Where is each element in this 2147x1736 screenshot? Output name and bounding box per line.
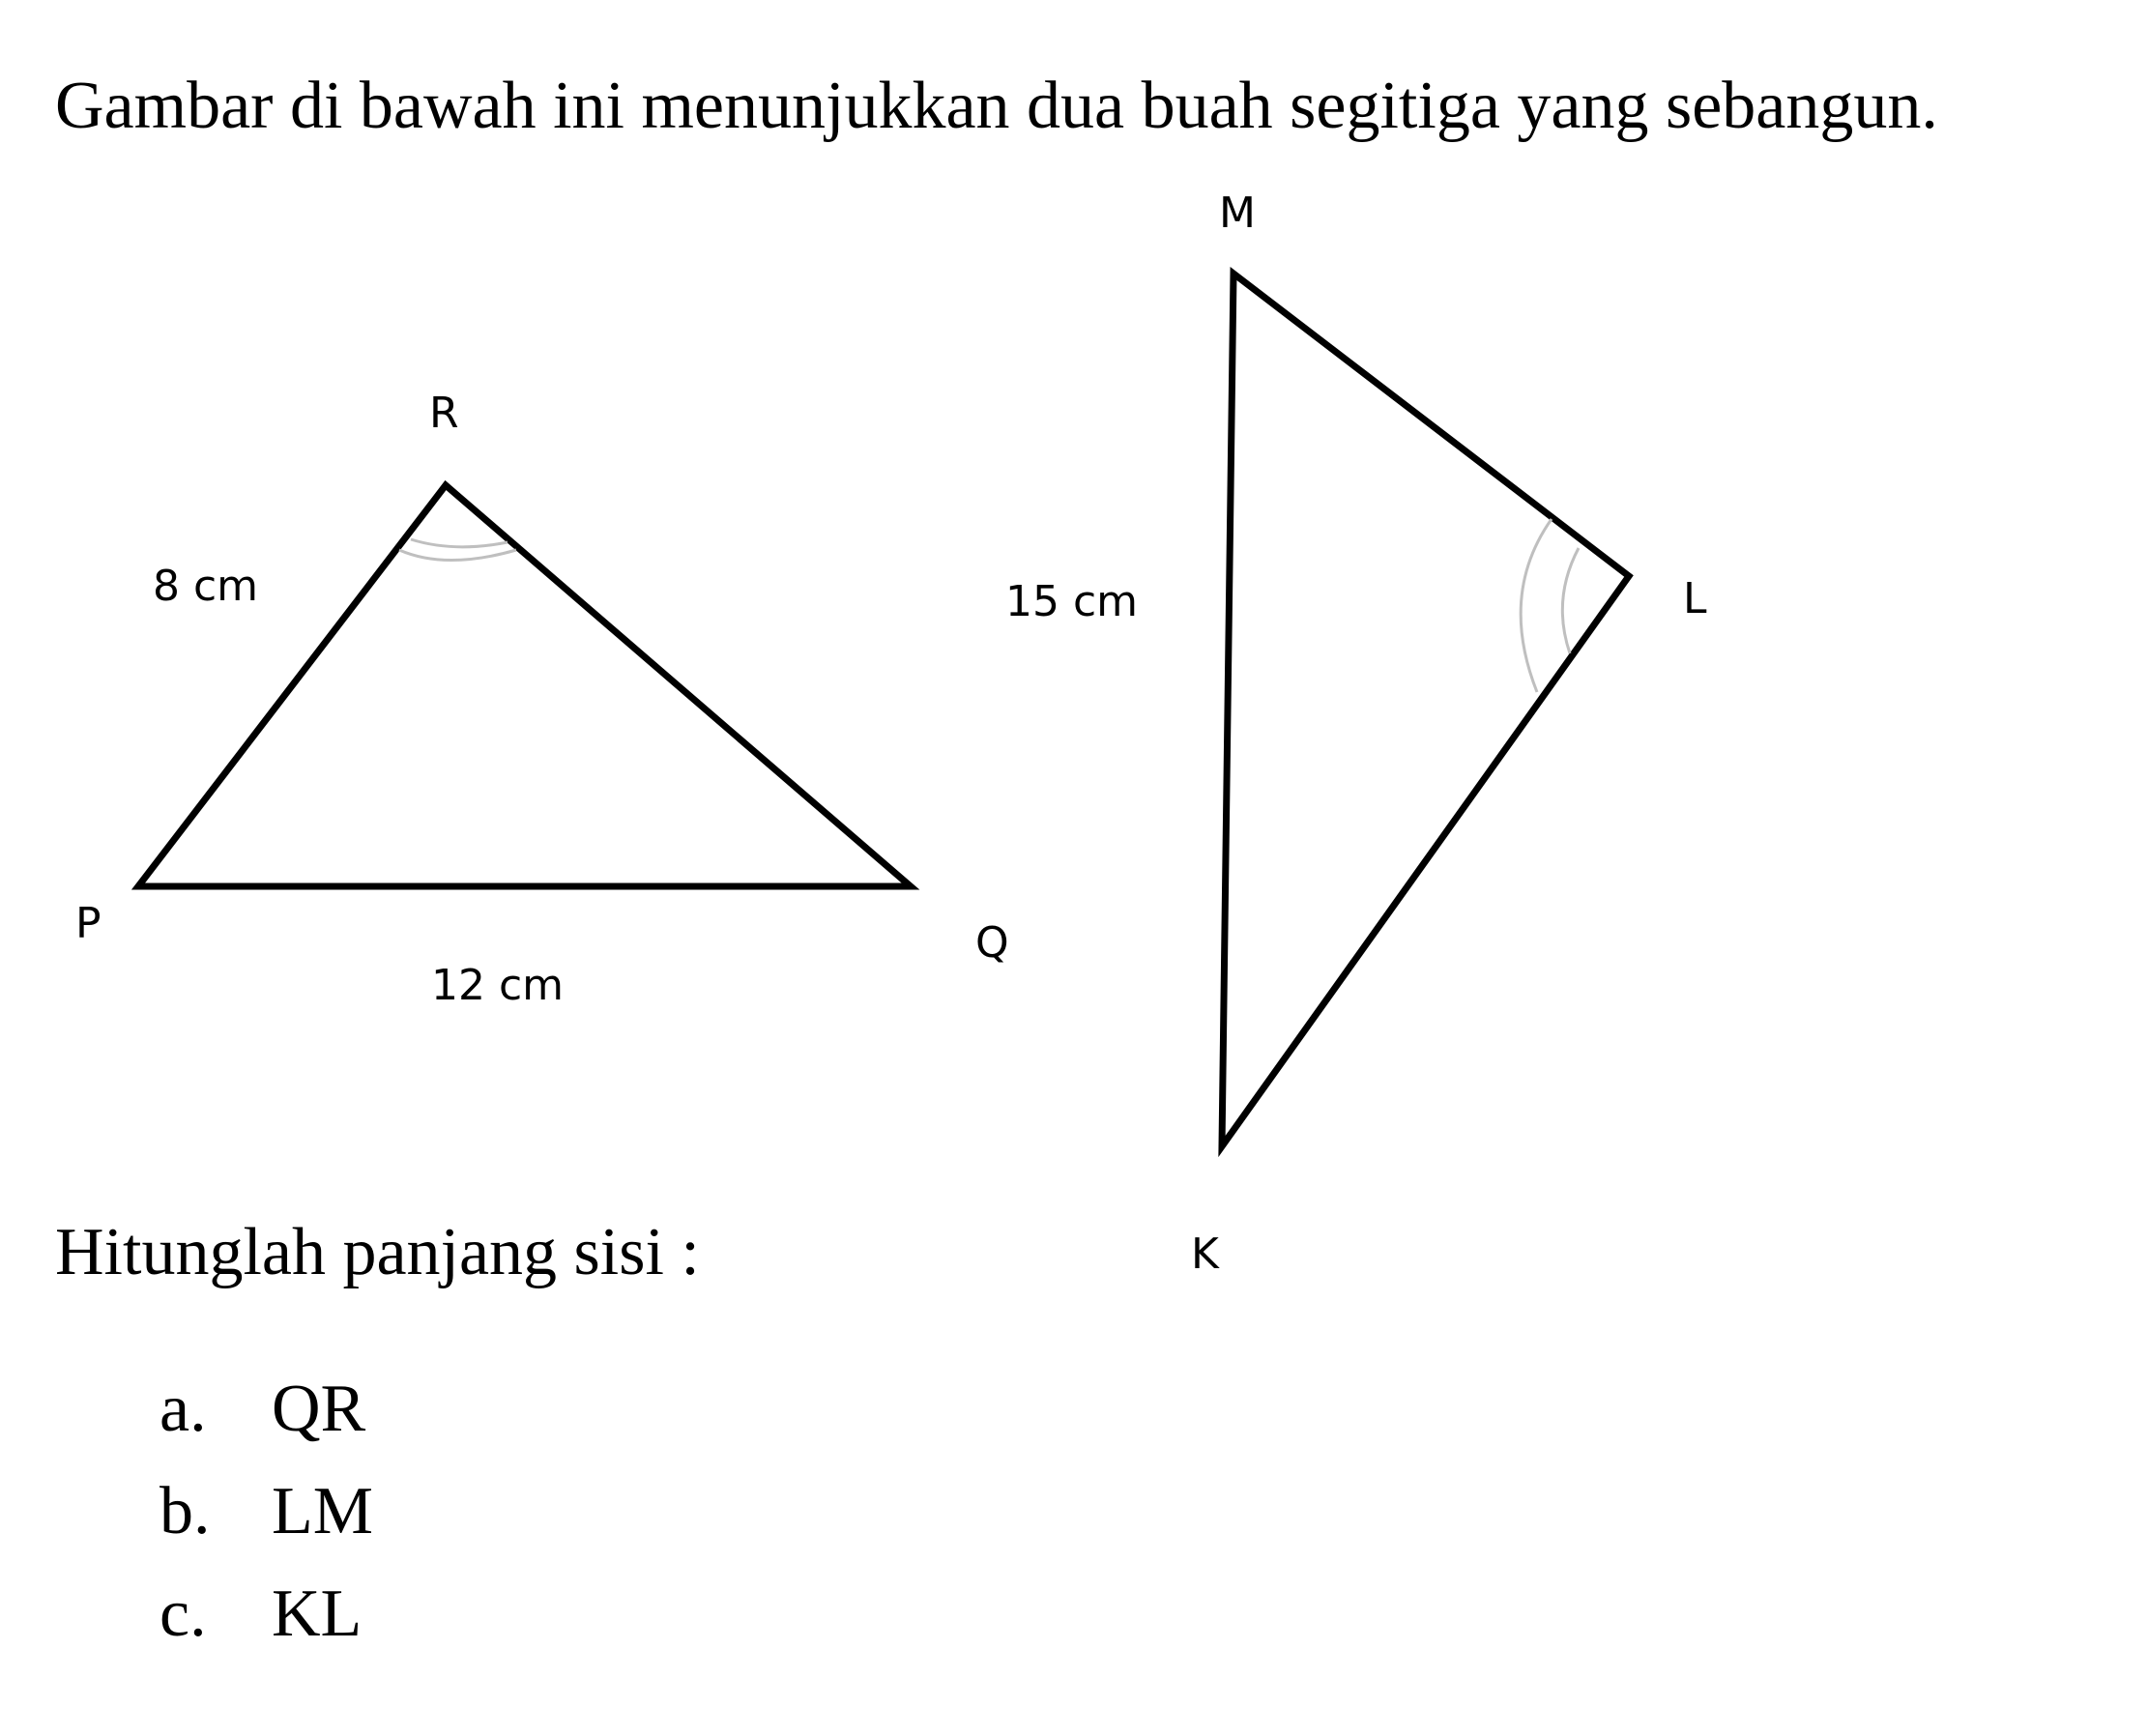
answer-options [160, 1358, 373, 1665]
vertex-label-r: R [429, 389, 459, 438]
vertex-label-q: Q [975, 918, 1009, 968]
triangle-pqr [138, 485, 911, 886]
option-letter: c. [160, 1577, 207, 1651]
prompt-text: Hitunglah panjang sisi : [55, 1215, 700, 1289]
angle-mark-r-outer [399, 550, 516, 561]
option-text: QR [272, 1372, 366, 1446]
side-label-km: 15 cm [1005, 577, 1139, 626]
angle-mark-r-inner [411, 539, 508, 547]
vertex-label-k: K [1191, 1230, 1219, 1279]
option-b [160, 1461, 373, 1563]
side-label-pq: 12 cm [431, 961, 565, 1010]
vertex-label-m: M [1219, 188, 1256, 238]
option-text: LM [272, 1474, 373, 1548]
vertex-label-p: P [75, 899, 102, 948]
option-text: KL [272, 1577, 363, 1651]
triangle-klm [1222, 274, 1629, 1146]
option-letter: b. [160, 1474, 211, 1548]
question-text: Gambar di bawah ini menunjukkan dua buah segitiga yang sebangun. [55, 69, 1938, 143]
option-a [160, 1358, 373, 1461]
angle-mark-l-outer [1521, 519, 1552, 692]
side-label-pr: 8 cm [153, 562, 259, 611]
angle-mark-l-inner [1562, 548, 1579, 653]
option-letter: a. [160, 1372, 207, 1446]
option-c [160, 1563, 373, 1665]
vertex-label-l: L [1683, 574, 1707, 623]
